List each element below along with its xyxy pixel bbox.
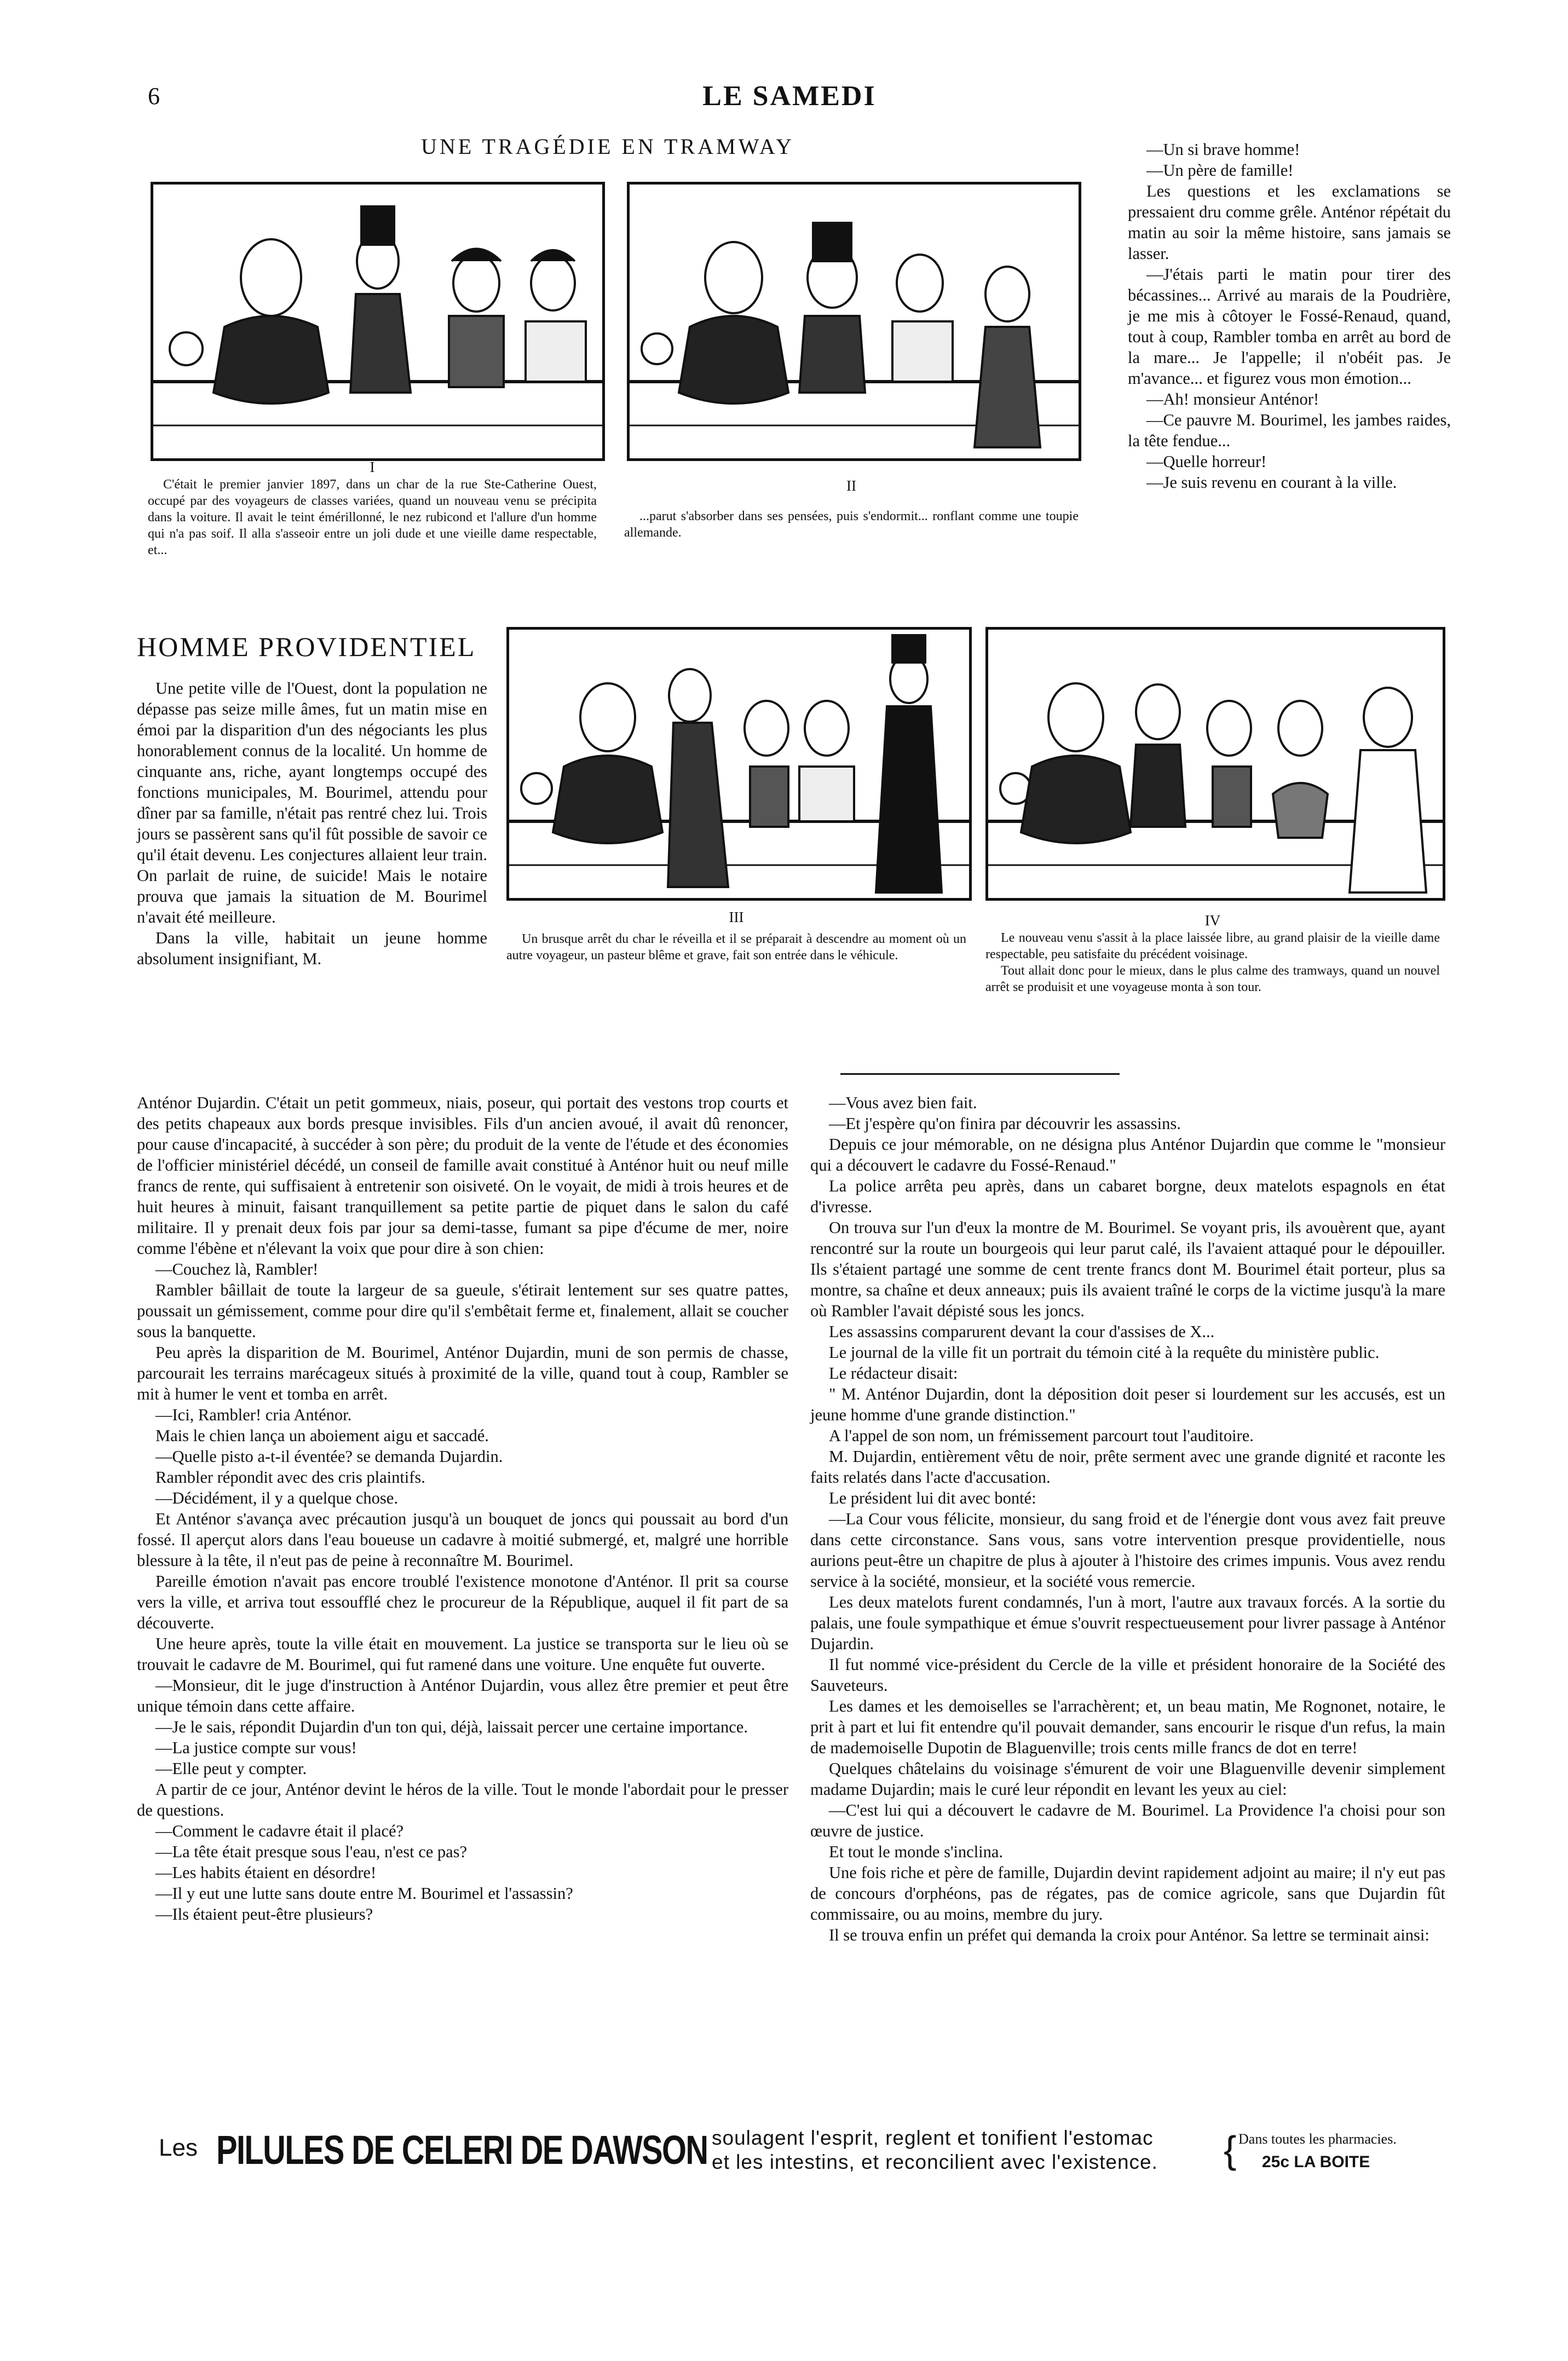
ad-where: Dans toutes les pharmacies. xyxy=(1238,2131,1397,2147)
dialogue-line: —Elle peut y compter. xyxy=(155,1759,307,1778)
ad-line-2: et les intestins, et reconcilient avec l'existence. xyxy=(712,2151,1158,2173)
panel-number: II xyxy=(846,477,856,494)
story-title: HOMME PROVIDENTIEL xyxy=(137,631,476,662)
ad-brace: { xyxy=(1224,2128,1237,2171)
comic-panel-2 xyxy=(627,182,1081,461)
paragraph: Mais le chien lança un aboiement aigu et saccadé. xyxy=(155,1426,489,1445)
dialogue-line: —Je le sais, répondit Dujardin d'un ton qui, déjà, laissait percer une certaine importance. xyxy=(155,1718,748,1736)
dialogue-line: —Et j'espère qu'on finira par découvrir les assassins. xyxy=(829,1114,1181,1133)
paragraph: M. Dujardin, entièrement vêtu de noir, prête serment avec une grande dignité et raconte les faits relatés dans l'acte d'accusation. xyxy=(810,1447,1445,1487)
paragraph: La police arrêta peu après, dans un cabaret borgne, deux matelots espagnols en état d'ivresse. xyxy=(810,1177,1445,1216)
dialogue-line: —Ce pauvre M. Bourimel, les jambes raides, la tête fendue... xyxy=(1128,411,1451,450)
paragraph: Les dames et les demoiselles se l'arrachèrent; et, un beau matin, Me Rognonet, notaire, le prit à part et lui fit entendre qu'il pouvait demander, sans encourir le risque d'un refus, la main de mademoiselle Dupotin de Blaguenville; trois cents mille francs de dot en terre! xyxy=(810,1697,1445,1757)
dialogue-line: —Décidément, il y a quelque chose. xyxy=(155,1489,398,1507)
ad-line-1: soulagent l'esprit, reglent et tonifient l'estomac xyxy=(712,2127,1154,2149)
paragraph: Anténor Dujardin. C'était un petit gommeux, niais, poseur, qui portait des vestons trop courts et des petits chapeaux aux bords presque invisibles. Fils d'un ancien avoué, il avait dû renoncer, pour cause d'incapacité, à succéder à son père; du produit de la vente de l'étude et des économies de l'officier ministériel décédé, un conseil de famille avait constitué à Anténor huit ou neuf mille francs de rente, qui suffisaient à entretenir son oisiveté. On le voyait, de midi à trois heures et de huit heures à minuit, faisant tranquillement sa petite partie de piquet dans le salon du café militaire. Il y prenait deux fois par jour sa demi-tasse, fumant sa pipe d'écume de mer, noire comme l'ébène et n'élevant la voix que pour dire à son chien: xyxy=(137,1093,788,1258)
paragraph: Le rédacteur disait: xyxy=(829,1364,958,1383)
ad-les: Les xyxy=(159,2134,198,2161)
paragraph: Les assassins comparurent devant la cour d'assises de X... xyxy=(829,1322,1215,1341)
dialogue-line: —C'est lui qui a découvert le cadavre de M. Bourimel. La Providence l'a choisi pour son œuvre de justice. xyxy=(810,1801,1445,1840)
paragraph: Les questions et les exclamations se pressaient dru comme grêle. Anténor répétait du matin au soir la même histoire, sans jamais se lasser. xyxy=(1128,182,1451,263)
comic-panel-1 xyxy=(151,182,605,461)
left-top-column xyxy=(137,678,487,969)
ad-product-name: PILULES DE CELERI DE DAWSON xyxy=(216,2127,708,2173)
tram-scene-illustration xyxy=(153,185,602,458)
caption-text: Le nouveau venu s'assit à la place laissée libre, au grand plaisir de la vieille dame respectable, peu satisfaite du précédent voisinage. xyxy=(985,931,1440,961)
page-number: 6 xyxy=(148,83,160,110)
paragraph: Rambler bâillait de toute la largeur de sa gueule, s'étirait lentement sur ses quatre pattes, poussait un gémissement, comme pour dire qu'il s'embêtait ferme et, finalement, allait se coucher sous la banquette. xyxy=(137,1281,788,1341)
dialogue-line: —Il y eut une lutte sans doute entre M. Bourimel et l'assassin? xyxy=(155,1884,573,1903)
paragraph: A l'appel de son nom, un frémissement parcourt tout l'auditoire. xyxy=(829,1426,1254,1445)
panel-number: III xyxy=(729,909,744,925)
paragraph: On trouva sur l'un d'eux la montre de M. Bourimel. Se voyant pris, ils avouèrent que, ayant rencontré sur la route un bourgeois qui leur parut calé, ils l'avaient attaqué pour le dépouiller. Ils s'étaient partagé une somme de cent trente francs dont M. Bourimel était porteur, plus sa montre, sa chaîne et deux anneaux; puis ils avaient traîné le corps de la victime jusqu'à la mare où Rambler l'avait dépisté sous les joncs. xyxy=(810,1218,1445,1320)
caption-text: ...parut s'absorber dans ses pensées, puis s'endormit... ronflant comme une toupie allemande. xyxy=(624,509,1079,540)
dialogue-line: —Couchez là, Rambler! xyxy=(155,1260,319,1279)
dialogue-line: —Comment le cadavre était il placé? xyxy=(155,1822,404,1840)
caption-text: C'était le premier janvier 1897, dans un char de la rue Ste-Catherine Ouest, occupé par des voyageurs de classes variées, quand un nouveau venu se précipita dans la voiture. Il avait le teint émérillonné, le nez rubicond et l'allure d'un homme qui n'a pas soif. Il alla s'asseoir entre un joli dude et une vieille dame respectable, et... xyxy=(148,477,597,557)
dialogue-line: —Ils étaient peut-être plusieurs? xyxy=(155,1905,373,1924)
dialogue-line: —Les habits étaient en désordre! xyxy=(155,1863,377,1882)
journal-title: LE SAMEDI xyxy=(702,80,877,112)
panel-number: I xyxy=(370,459,375,475)
comic-panel-4 xyxy=(985,627,1445,901)
panel-caption-1 xyxy=(148,459,597,558)
right-main-column xyxy=(810,1092,1445,1945)
dialogue-line: —Ici, Rambler! cria Anténor. xyxy=(155,1406,352,1424)
paragraph: Pareille émotion n'avait pas encore troublé l'existence monotone d'Anténor. Il prit sa course vers la ville, et arriva tout essoufflé chez le procureur de la République, auquel il fit part de sa découverte. xyxy=(137,1572,788,1632)
dialogue-line: —Quelle pisto a-t-il éventée? se demanda Dujardin. xyxy=(155,1447,503,1466)
dialogue-line: —Quelle horreur! xyxy=(1146,452,1267,471)
dialogue-line: —La tête était presque sous l'eau, n'est ce pas? xyxy=(155,1842,468,1861)
panel-number: IV xyxy=(1204,912,1221,929)
comic-panel-3 xyxy=(506,627,972,901)
caption-text: Tout allait donc pour le mieux, dans le plus calme des tramways, quand un nouvel arrêt se produisit et une voyageuse monta à son tour. xyxy=(985,964,1440,994)
paragraph: Dans la ville, habitait un jeune homme absolument insignifiant, M. xyxy=(137,929,487,968)
paragraph: Le président lui dit avec bonté: xyxy=(829,1489,1036,1507)
ad-price: 25c LA BOITE xyxy=(1262,2153,1370,2171)
tram-scene-illustration xyxy=(988,630,1443,898)
panel-caption-3 xyxy=(506,909,966,964)
comic-title: UNE TRAGÉDIE EN TRAMWAY xyxy=(420,134,795,159)
panel-caption-4 xyxy=(985,912,1440,995)
dialogue-line: —J'étais parti le matin pour tirer des bécassines... Arrivé au marais de la Poudrière, je me mis à côtoyer le Fossé-Renaud, quand, tout à coup, Rambler tomba en arrêt au bord de la mare... Je l'appelle; il n'obéit pas. Je m'avance... et figurez vous mon émotion... xyxy=(1128,265,1451,388)
dialogue-line: —Un si brave homme! xyxy=(1146,140,1300,159)
paragraph: Depuis ce jour mémorable, on ne désigna plus Anténor Dujardin que comme le "monsieur qui a découvert le cadavre du Fossé-Renaud." xyxy=(810,1135,1445,1174)
paragraph: Peu après la disparition de M. Bourimel, Anténor Dujardin, muni de son permis de chasse, parcourait les terrains marécageux situés à proximité de la ville, quand tout à coup, Rambler se mit à humer le vent et tomba en arrêt. xyxy=(137,1343,788,1403)
section-divider xyxy=(840,1073,1120,1075)
paragraph: Et tout le monde s'inclina. xyxy=(829,1842,1004,1861)
paragraph: Rambler répondit avec des cris plaintifs. xyxy=(155,1468,425,1487)
paragraph: Les deux matelots furent condamnés, l'un à mort, l'autre aux travaux forcés. A la sortie du palais, une foule sympathique et émue s'ouvrit respectueusement pour livrer passage à Anténor Dujardin. xyxy=(810,1593,1445,1653)
paragraph: Il fut nommé vice-président du Cercle de la ville et président honoraire de la Société des Sauveteurs. xyxy=(810,1655,1445,1695)
paragraph: Quelques châtelains du voisinage s'émurent de voir une Blaguenville devenir simplement madame Dujardin; mais le curé leur répondit en levant les yeux au ciel: xyxy=(810,1759,1445,1799)
dialogue-line: —Ah! monsieur Anténor! xyxy=(1146,390,1319,408)
dialogue-line: —Je suis revenu en courant à la ville. xyxy=(1146,473,1397,492)
tram-scene-illustration xyxy=(630,185,1079,458)
advertisement xyxy=(137,2124,1462,2179)
paragraph: Une fois riche et père de famille, Dujardin devint rapidement adjoint au maire; il n'y eut pas de concours d'orphéons, pas de régates, pas de comice agricole, sans que Dujardin fût commissaire, ou au moins, membre du jury. xyxy=(810,1863,1445,1924)
panel-caption-2 xyxy=(624,477,1079,541)
dialogue-line: —Vous avez bien fait. xyxy=(829,1093,977,1112)
paragraph: Le journal de la ville fit un portrait du témoin cité à la requête du ministère public. xyxy=(829,1343,1380,1362)
tram-scene-illustration xyxy=(509,630,969,898)
right-top-column xyxy=(1128,139,1451,493)
paragraph: Une petite ville de l'Ouest, dont la population ne dépasse pas seize mille âmes, fut un matin mise en émoi par la disparition d'un des négociants les plus honorablement connus de la localité. Un homme de cinquante ans, riche, ayant longtemps occupé des fonctions municipales, M. Bourimel, attendu pour dîner par sa famille, n'était pas rentré chez lui. Trois jours se passèrent sans qu'il fût possible de savoir ce qu'il était devenu. Les conjectures allaient leur train. On parlait de ruine, de suicide! Mais le notaire prouva que jamais la situation de M. Bourimel n'avait été meilleure. xyxy=(137,679,487,926)
paragraph: Et Anténor s'avança avec précaution jusqu'à un bouquet de joncs qui poussait au bord d'un fossé. Il aperçut alors dans l'eau boueuse un cadavre à moitié submergé, et, malgré une horrible blessure à la tête, il n'eut pas de peine à reconnaître M. Bourimel. xyxy=(137,1510,788,1570)
paragraph: Il se trouva enfin un préfet qui demanda la croix pour Anténor. Sa lettre se terminait ainsi: xyxy=(829,1926,1429,1944)
dialogue-line: —La justice compte sur vous! xyxy=(155,1738,357,1757)
left-main-column xyxy=(137,1092,788,1925)
dialogue-line: —Un père de famille! xyxy=(1146,161,1294,180)
paragraph: A partir de ce jour, Anténor devint le héros de la ville. Tout le monde l'abordait pour le presser de questions. xyxy=(137,1780,788,1819)
quotation: " M. Anténor Dujardin, dont la déposition doit peser si lourdement sur les accusés, est un jeune homme d'une grande distinction." xyxy=(810,1385,1445,1424)
paragraph: Une heure après, toute la ville était en mouvement. La justice se transporta sur le lieu où se trouvait le cadavre de M. Bourimel, qui fut ramené dans une voiture. Une enquête fut ouverte. xyxy=(137,1634,788,1674)
dialogue-line: —Monsieur, dit le juge d'instruction à Anténor Dujardin, vous allez être premier et peut être unique témoin dans cette affaire. xyxy=(137,1676,788,1715)
dialogue-line: —La Cour vous félicite, monsieur, du sang froid et de l'énergie dont vous avez fait preuve dans cette circonstance. Sans vous, sans votre intervention presque providentielle, nous aurions peut-être un chapitre de plus à ajouter à l'histoire des crimes impunis. Vous avez rendu service à la société, monsieur, et la société vous remercie. xyxy=(810,1510,1445,1591)
caption-text: Un brusque arrêt du char le réveilla et il se préparait à descendre au moment où un autre voyageur, un pasteur blême et grave, fait son entrée dans le véhicule. xyxy=(506,932,966,963)
